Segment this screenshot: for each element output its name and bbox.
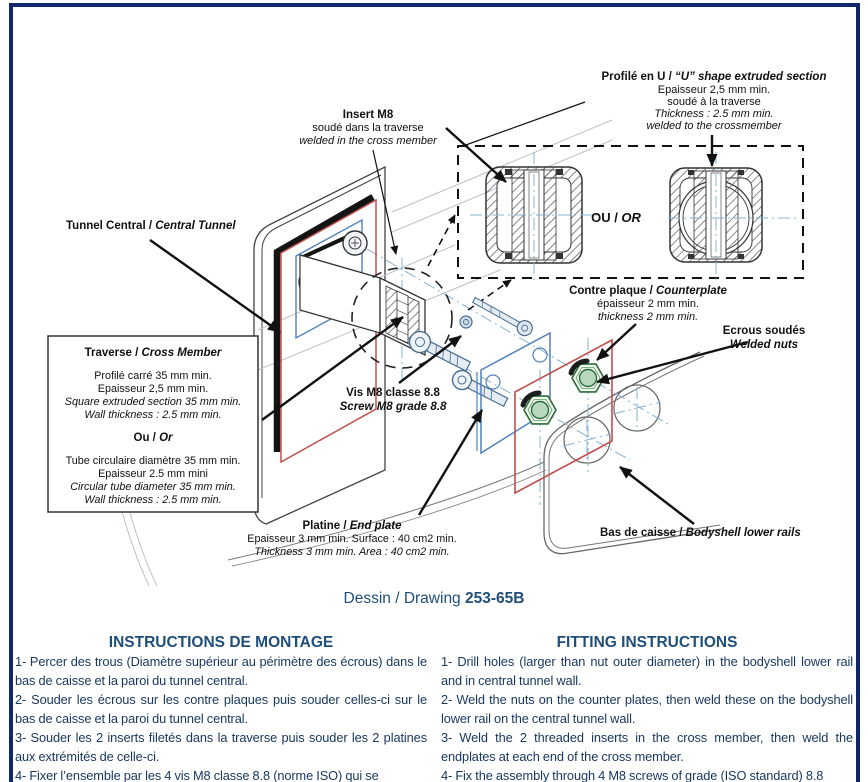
- svg-text:welded to the crossmember: welded to the crossmember: [646, 120, 782, 132]
- svg-text:Epaisseur 2,5 mm min.: Epaisseur 2,5 mm min.: [97, 383, 209, 395]
- fr-step-3: 3- Souder les 2 inserts filetés dans la traverse puis souder les 2 platines aux extrémités de celle-ci.: [15, 730, 427, 764]
- english-title: FITTING INSTRUCTIONS: [556, 634, 738, 651]
- welded-nut: [523, 393, 556, 424]
- svg-text:soudé dans la traverse: soudé dans la traverse: [312, 122, 424, 134]
- counterplate-label: [569, 285, 727, 323]
- caption-prefix: Dessin / Drawing: [343, 590, 465, 607]
- svg-text:Epaisseur 3 mm min. Surface :: Epaisseur 3 mm min. Surface : 40 cm2 min.: [247, 533, 457, 545]
- svg-text:Wall thickness : 2.5 mm min.: Wall thickness : 2.5 mm min.: [84, 409, 222, 421]
- detail-view-box: [458, 146, 803, 282]
- bodyshell-label: Bas de caisse / Bodyshell lower rails: [600, 527, 801, 539]
- svg-text:Platine / End plate: Platine / End plate: [302, 520, 402, 532]
- svg-text:Insert M8: Insert M8: [342, 109, 394, 121]
- en-step-4: 4- Fix the assembly through 4 M8 screws of grade (ISO standard) 8.8: [441, 768, 824, 782]
- square-tube-section: [486, 152, 582, 280]
- circular-tube-section: [670, 152, 762, 282]
- central-tunnel-panel: [254, 167, 500, 524]
- en-step-1: 1- Drill holes (larger than nut outer diameter) in the bodyshell lower rail and in central tunnel wall.: [441, 654, 853, 688]
- fr-step-2: 2- Souder les écrous sur les contre plaques puis souder celles-ci sur le bas de caisse et la paroi du tunnel central.: [15, 692, 427, 726]
- welded-nut: [571, 361, 604, 392]
- fr-step-4: 4- Fixer l’ensemble par les 4 vis M8 classe 8.8 (norme ISO) qui se: [15, 768, 379, 782]
- instructions-english: [441, 633, 853, 782]
- svg-text:épaisseur 2 mm min.: épaisseur 2 mm min.: [596, 298, 700, 310]
- welded-nuts-label: [723, 325, 805, 351]
- svg-text:Profilé carré 35 mm min.: Profilé carré 35 mm min.: [94, 370, 212, 382]
- svg-text:Traverse / Cross Member: Traverse / Cross Member: [84, 347, 222, 359]
- svg-text:soudé à la traverse: soudé à la traverse: [667, 96, 761, 108]
- svg-text:Contre plaque / Counterplate: Contre plaque / Counterplate: [569, 285, 727, 297]
- svg-text:Profilé en U / “U” shape extru: Profilé en U / “U” shape extruded section: [601, 71, 827, 83]
- svg-text:Tube circulaire diamètre 35 mm: Tube circulaire diamètre 35 mm min.: [65, 455, 241, 467]
- drawing-number: 253-65B: [465, 590, 525, 607]
- svg-text:Welded nuts: Welded nuts: [729, 339, 799, 351]
- svg-text:Thickness 3 mm min. Area : 40: Thickness 3 mm min. Area : 40 cm2 min.: [254, 546, 450, 558]
- fr-step-1: 1- Percer des trous (Diamètre supérieur au périmètre des écrous) dans le bas de caisse et la paroi du tunnel central.: [15, 654, 427, 688]
- svg-text:Square extruded section 35 mm: Square extruded section 35 mm min.: [64, 396, 242, 408]
- end-plate-label: [247, 520, 456, 558]
- bolt-head: [343, 231, 367, 255]
- en-step-3: 3- Weld the 2 threaded inserts in the cross member, then weld the endplates at each end of the cross member.: [441, 730, 853, 764]
- en-step-2: 2- Weld the nuts on the counter plates, then weld these on the bodyshell lower rail on the central tunnel wall.: [441, 692, 853, 726]
- svg-text:Wall thickness : 2.5 mm min.: Wall thickness : 2.5 mm min.: [84, 494, 222, 506]
- svg-text:Vis M8 classe 8.8: Vis M8 classe 8.8: [346, 387, 440, 399]
- svg-text:thickness 2 mm min.: thickness 2 mm min.: [597, 311, 699, 323]
- svg-text:Circular tube diameter 35 mm m: Circular tube diameter 35 mm min.: [70, 481, 236, 493]
- svg-text:Epaisseur 2.5 mm mini: Epaisseur 2.5 mm mini: [98, 468, 208, 480]
- french-title: INSTRUCTIONS DE MONTAGE: [108, 634, 334, 651]
- svg-text:Thickness : 2.5 mm min.: Thickness : 2.5 mm min.: [654, 108, 774, 120]
- svg-text:Ecrous soudés: Ecrous soudés: [722, 325, 806, 337]
- drawing-caption: [0, 590, 868, 608]
- tunnel-central-label: Tunnel Central / Central Tunnel: [66, 220, 236, 232]
- svg-text:Epaisseur 2,5 mm min.: Epaisseur 2,5 mm min.: [657, 84, 771, 96]
- traverse-spec-box: [48, 336, 258, 512]
- svg-text:welded in the cross member: welded in the cross member: [299, 135, 437, 147]
- insert-m8-label: [299, 109, 438, 147]
- instructions-section: [15, 633, 853, 782]
- ou-or-label: OU / OR: [591, 210, 641, 225]
- u-profile-label: [602, 71, 827, 132]
- instructions-french: [15, 633, 427, 782]
- svg-text:Ou / Or: Ou / Or: [133, 432, 173, 444]
- svg-text:Screw M8 grade 8.8: Screw M8 grade 8.8: [339, 401, 447, 413]
